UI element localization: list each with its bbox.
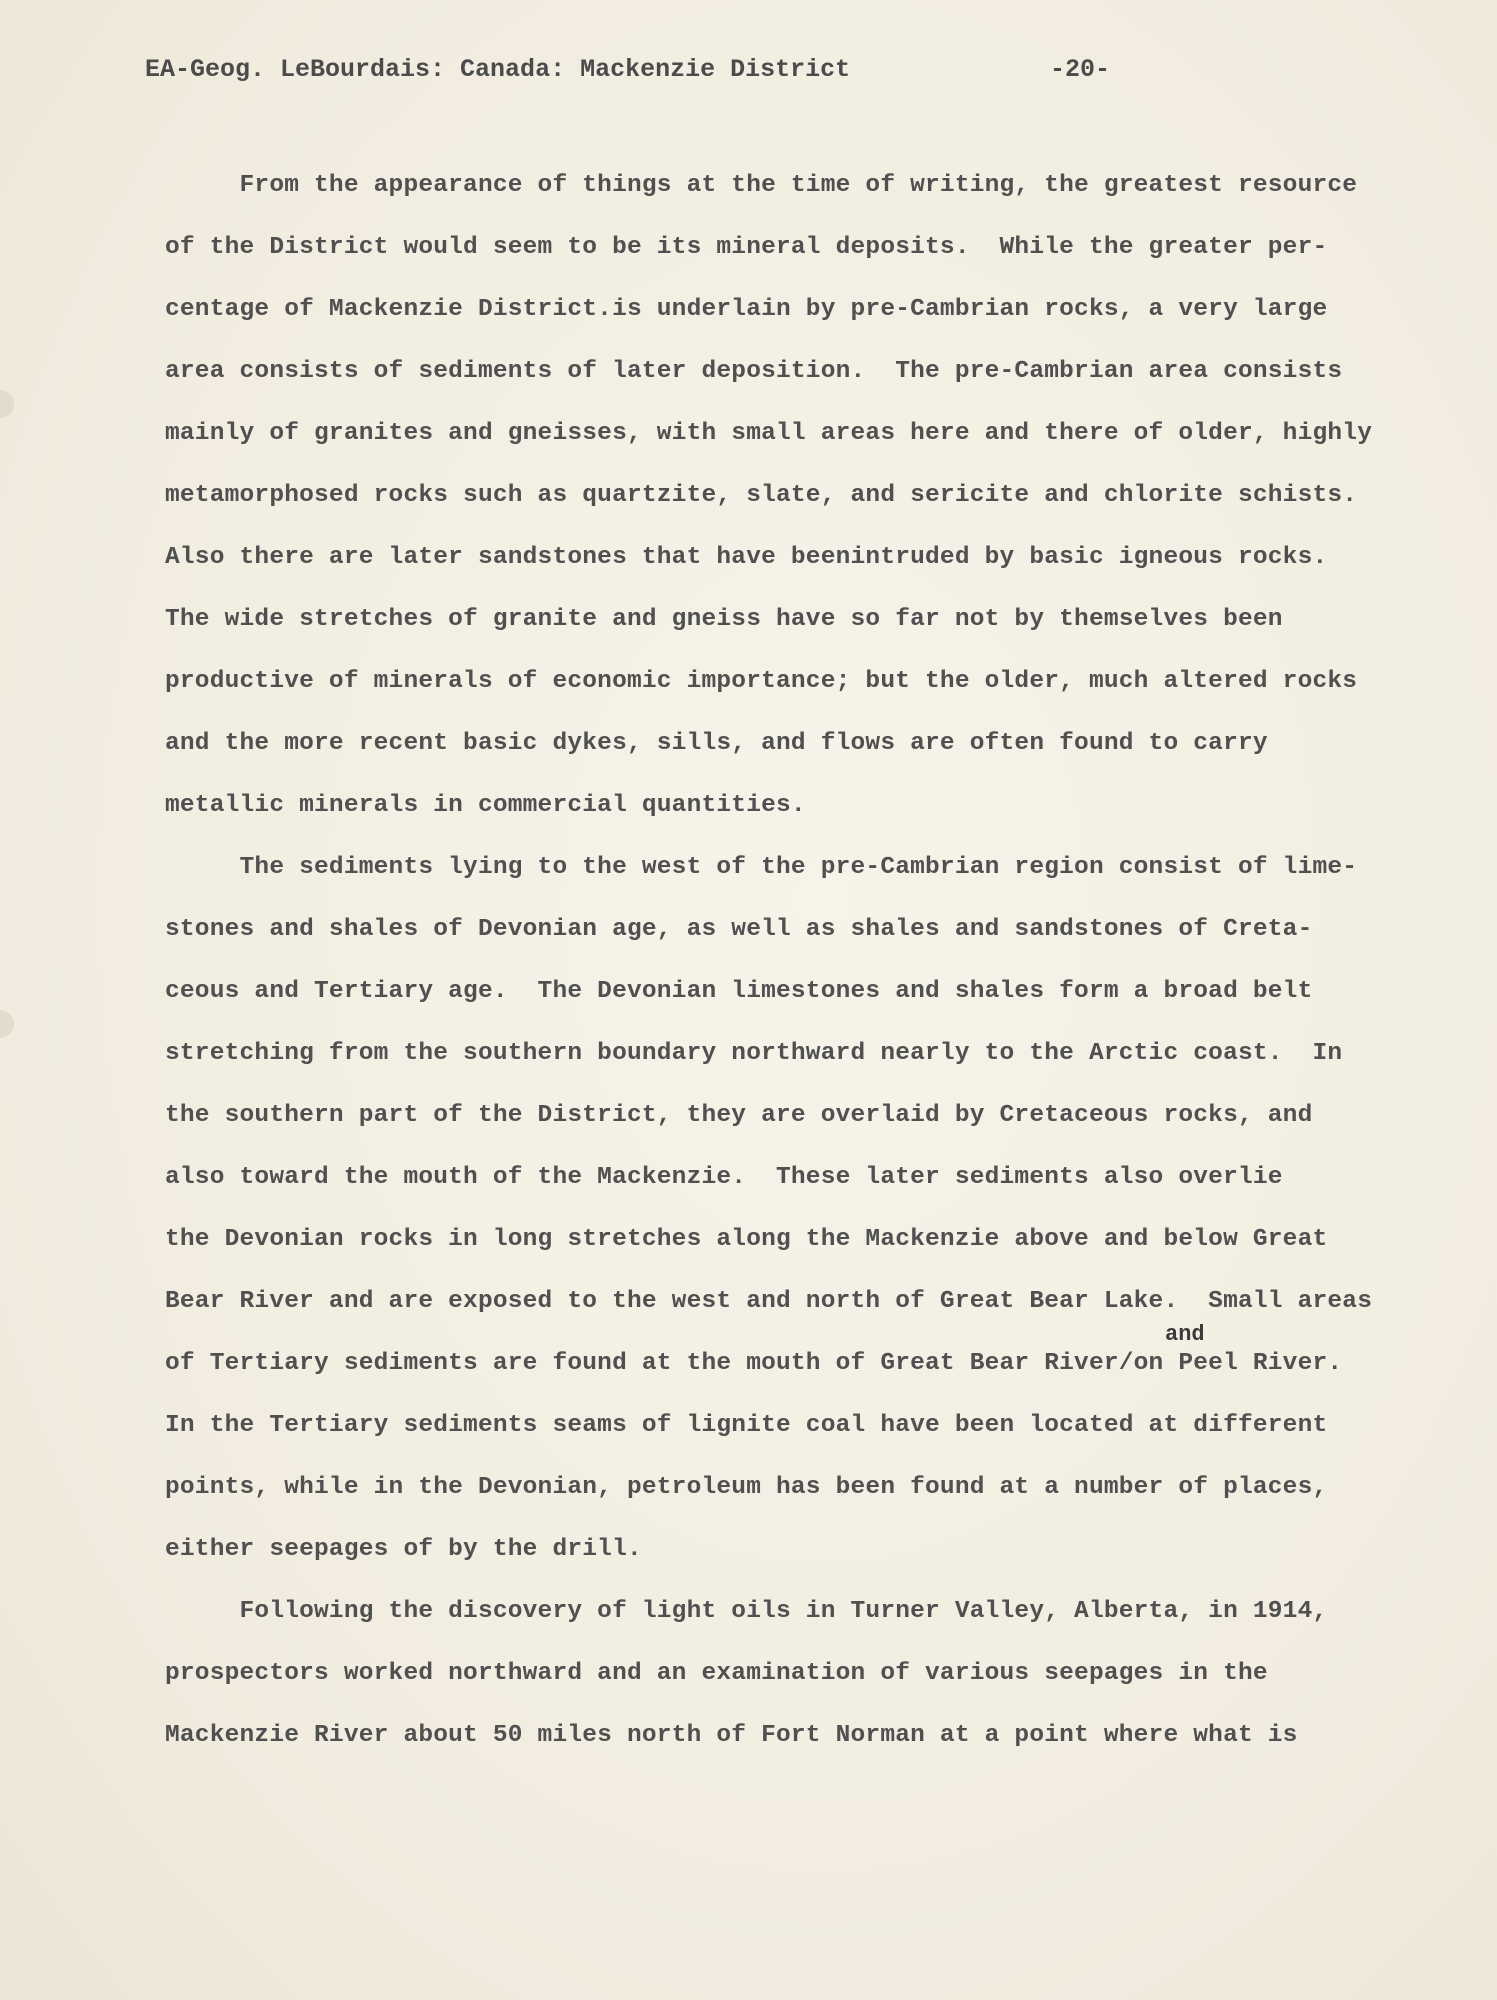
text-line: The sediments lying to the west of the pre-Cambrian region consist of lime- (165, 854, 1358, 881)
text-line: centage of Mackenzie District.is underlain by pre-Cambrian rocks, a very large (165, 296, 1328, 323)
text-line: productive of minerals of economic importance; but the older, much altered rocks (165, 668, 1358, 695)
page-number: -20- (1050, 55, 1111, 84)
text-line: Also there are later sandstones that have beenintruded by basic igneous rocks. (165, 544, 1328, 571)
text-line: stretching from the southern boundary northward nearly to the Arctic coast. In (165, 1040, 1343, 1067)
text-line: Bear River and are exposed to the west and north of Great Bear Lake. Small areas (165, 1288, 1373, 1315)
handwritten-insertion: and (1165, 1322, 1205, 1347)
header-title: EA-Geog. LeBourdais: Canada: Mackenzie District (145, 55, 851, 84)
punch-hole (0, 1010, 14, 1038)
text-line: stones and shales of Devonian age, as well as shales and sandstones of Creta- (165, 916, 1313, 943)
text-line: and the more recent basic dykes, sills, and flows are often found to carry (165, 730, 1268, 757)
text-line: area consists of sediments of later deposition. The pre-Cambrian area consists (165, 358, 1343, 385)
text-line: also toward the mouth of the Mackenzie. These later sediments also overlie (165, 1164, 1283, 1191)
text-line: either seepages of by the drill. (165, 1536, 642, 1563)
text-line: of the District would seem to be its mineral deposits. While the greater per- (165, 234, 1328, 261)
text-line: metamorphosed rocks such as quartzite, slate, and sericite and chlorite schists. (165, 482, 1358, 509)
page-header (145, 55, 1145, 95)
text-line: of Tertiary sediments are found at the mouth of Great Bear River/on Peel River. (165, 1350, 1343, 1377)
text-line: From the appearance of things at the time of writing, the greatest resource (165, 172, 1358, 199)
text-line: The wide stretches of granite and gneiss have so far not by themselves been (165, 606, 1283, 633)
text-line: points, while in the Devonian, petroleum has been found at a number of places, (165, 1474, 1328, 1501)
text-line: Following the discovery of light oils in Turner Valley, Alberta, in 1914, (165, 1598, 1328, 1625)
text-line: prospectors worked northward and an examination of various seepages in the (165, 1660, 1268, 1687)
text-line: In the Tertiary sediments seams of lignite coal have been located at different (165, 1412, 1328, 1439)
text-line: ceous and Tertiary age. The Devonian limestones and shales form a broad belt (165, 978, 1313, 1005)
text-line: Mackenzie River about 50 miles north of Fort Norman at a point where what is (165, 1722, 1298, 1749)
text-line: mainly of granites and gneisses, with small areas here and there of older, highly (165, 420, 1373, 447)
text-line: metallic minerals in commercial quantities. (165, 792, 806, 819)
text-line: the southern part of the District, they are overlaid by Cretaceous rocks, and (165, 1102, 1313, 1129)
punch-hole (0, 390, 14, 418)
text-line: the Devonian rocks in long stretches along the Mackenzie above and below Great (165, 1226, 1328, 1253)
